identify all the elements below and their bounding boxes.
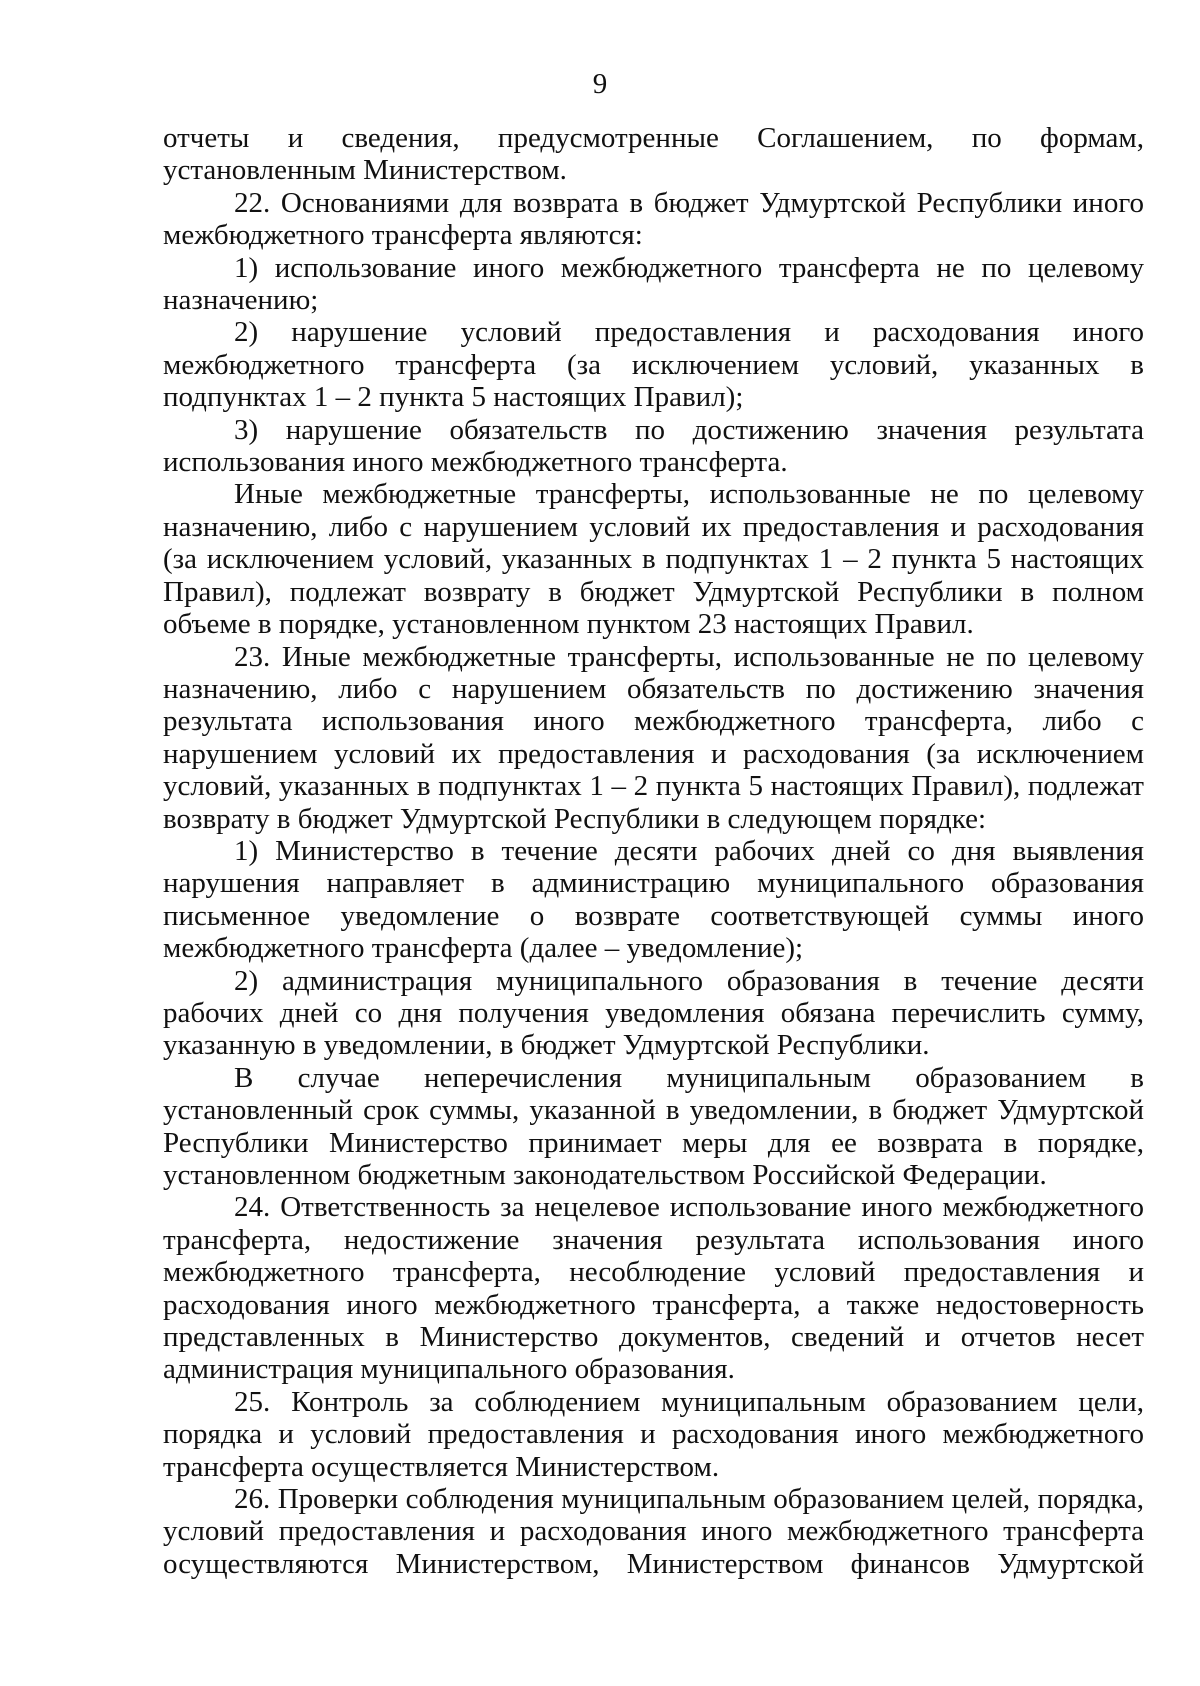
paragraph-23: 23. Иные межбюджетные трансферты, использованные не по целевому назначению, либо с нарушением обязательств по достижению значения результата использования иного межбюджетного трансферта, либо с нарушением условий их предоставления и расходования (за исключением условий, указанных в подпунктах 1 – 2 пункта 5 настоящих Правил), подлежат возврату в бюджет Удмуртской Республики в следующем порядке: xyxy=(163,640,1144,835)
paragraph-non-transfer-case: В случае неперечисления муниципальным образованием в установленный срок суммы, указанной в уведомлении, в бюджет Удмуртской Республики Министерство принимает меры для ее возврата в порядке, установленном бюджетным законодательством Российской Федерации. xyxy=(163,1061,1144,1191)
paragraph-23-item-2: 2) администрация муниципального образования в течение десяти рабочих дней со дня получения уведомления обязана перечислить сумму, указанную в уведомлении, в бюджет Удмуртской Республики. xyxy=(163,964,1144,1062)
document-body xyxy=(163,122,1144,1580)
paragraph-23-item-1: 1) Министерство в течение десяти рабочих дней со дня выявления нарушения направляет в администрацию муниципального образования письменное уведомление о возврате соответствующей суммы иного межбюджетного трансферта (далее – уведомление); xyxy=(163,834,1144,965)
paragraph-25: 25. Контроль за соблюдением муниципальным образованием цели, порядка и условий предоставления и расходования иного межбюджетного трансферта осуществляется Министерством. xyxy=(163,1385,1144,1483)
paragraph-26: 26. Проверки соблюдения муниципальным образованием целей, порядка, условий предоставления и расходования иного межбюджетного трансферта осуществляются Министерством, Министерством финансов Удмуртской xyxy=(163,1483,1144,1580)
paragraph-22-item-1: 1) использование иного межбюджетного трансферта не по целевому назначению; xyxy=(163,251,1144,317)
page-number: 9 xyxy=(592,68,608,100)
paragraph-24: 24. Ответственность за нецелевое использование иного межбюджетного трансферта, недостижение значения результата использования иного межбюджетного трансферта, несоблюдение условий предоставления и расходования иного межбюджетного трансферта, а также недостоверность представленных в Министерство документов, сведений и отчетов несет администрация муниципального образования. xyxy=(163,1191,1144,1386)
paragraph-22-item-2: 2) нарушение условий предоставления и расходования иного межбюджетного трансферта (за исключением условий, указанных в подпунктах 1 – 2 пункта 5 настоящих Правил); xyxy=(163,316,1144,414)
paragraph-22-item-3: 3) нарушение обязательств по достижению значения результата использования иного межбюджетного трансферта. xyxy=(163,413,1144,479)
paragraph-reports-continuation: отчеты и сведения, предусмотренные Соглашением, по формам, установленным Министерством. xyxy=(163,122,1144,187)
paragraph-other-transfers: Иные межбюджетные трансферты, использованные не по целевому назначению, либо с нарушением условий их предоставления и расходования (за исключением условий, указанных в подпунктах 1 – 2 пункта 5 настоящих Правил), подлежат возврату в бюджет Удмуртской Республики в полном объеме в порядке, установленном пунктом 23 настоящих Правил. xyxy=(163,478,1144,641)
paragraph-22: 22. Основаниями для возврата в бюджет Удмуртской Республики иного межбюджетного трансферта являются: xyxy=(163,186,1144,252)
